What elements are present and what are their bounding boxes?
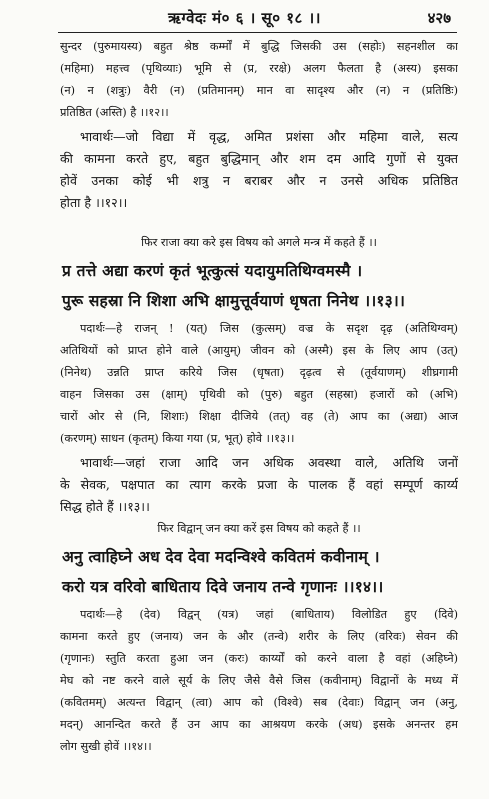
mantra-13-intro <box>60 232 458 254</box>
mantra-13 <box>62 256 460 316</box>
mantra-line: करो यत्र वरिवो बाधिताय दिवे जनाय तन्वे गृणानः ।।१४।। <box>62 577 384 596</box>
intro-line: फिर राजा क्या करे इस विषय को अगले मन्त्र में कहते हैं ।। <box>141 236 377 249</box>
text-line: होता है ।।१२।। <box>60 195 128 210</box>
text-line: के सेवक, पक्षपात का त्याग करके प्रजा के पालक हैं वहां सम्पूर्ण कार्य्य <box>60 477 458 492</box>
text-line: (न) न (शत्रुः) वैरी (न) (प्रतिमानम्) मान वा सादृश्य और (न) न (प्रतिष्ठिः) <box>60 84 458 97</box>
text-line: प्रतिष्ठित (अस्ति) है ।।१२।। <box>60 106 169 119</box>
text-line: (करणम्) साधन (कृतम्) किया गया (प्र, भूत्) होवे ।।१३।। <box>60 432 295 445</box>
header-rule <box>58 32 457 33</box>
text-line: (गृणानः) स्तुति करता हुआ जन (करः) कार्य्यों को करने वाला है वहां (अहिघ्ने) <box>60 652 458 665</box>
text-line: (निनेथ) उन्नति प्राप्त करिये जिस (धृषता) दृढ़त्व से (तूर्वयाणम्) शीघ्रगामी <box>60 366 458 379</box>
padartha-13 <box>60 318 458 450</box>
text-line: पदार्थः—हे राजन् ! (यत्) जिस (कुत्सम्) वज्र के सदृश दृढ़ (अतिथिग्वम्) <box>80 322 458 335</box>
text-line: मदन्) आनन्दित करते हैं उन आप का आश्रयण करके (अध) इसके अनन्तर हम <box>60 718 458 731</box>
mantra-line: पुरू सहस्रा नि शिशा अभि क्षामुत्तूर्वयाणं धृषता निनेथ ।।१३।। <box>62 291 406 310</box>
text-line: की कामना करते हुए, बहुत बुद्धिमान् और शम दम आदि गुणों से युक्त <box>60 151 458 166</box>
text-line: पदार्थः—हे (देव) विद्वन् (यत्र) जहां (बाधिताय) विलोडित हुए (दिवे) <box>80 608 458 621</box>
text-line: कामना करते हुए (जनाय) जन के और (तन्वे) शरीर के लिए (वरिवः) सेवन की <box>60 630 458 643</box>
text-line: सिद्ध होते हैं ।।१३।। <box>60 499 150 514</box>
page-header <box>0 6 489 34</box>
mantra-14 <box>62 542 460 602</box>
padartha-continuation <box>60 36 458 124</box>
text-line: लोग सुखी होवें ।।१४।। <box>60 740 152 753</box>
running-title: ऋग्वेदः मं० ६ । सू० १८ ।। <box>168 9 321 27</box>
text-line: अतिथियों को प्राप्त होने वाले (आयुम्) जीवन को (अस्मै) इस के लिए आप (उत्) <box>60 344 458 357</box>
bhavartha-13 <box>60 452 458 518</box>
mantra-14-intro <box>60 518 458 540</box>
text-line: (कवितमम्) अत्यन्त विद्वान् (त्वा) आप को (विश्वे) सब (देवाः) विद्वान् जन (अनु, <box>60 696 458 709</box>
text-line: भावार्थः—जो विद्या में वृद्ध, अमित प्रशंसा और महिमा वाले, सत्य <box>80 129 458 144</box>
text-line: सुन्दर (पुरुमायस्य) बहुत श्रेष्ठ कर्म्मों में बुद्धि जिसकी उस (सहोः) सहनशील का <box>60 40 458 53</box>
text-line: (महिमा) महत्त्व (पृथिव्याः) भूमि से (प्र, ररक्षे) अलग फैलता है (अस्य) इसका <box>60 62 458 75</box>
bhavartha-12 <box>60 126 458 214</box>
intro-line: फिर विद्वान् जन क्या करें इस विषय को कहते हैं ।। <box>157 522 361 535</box>
mantra-line: अनु त्वाहिघ्ने अध देव देवा मदन्विश्वे कवितमं कवीनाम् । <box>62 547 380 566</box>
page-number: ४२७ <box>427 9 451 27</box>
text-line: चारों ओर से (नि, शिशाः) शिक्षा दीजिये (तत्) वह (ते) आप का (अद्या) आज <box>60 410 458 423</box>
text-line: भावार्थः—जहां राजा आदि जन अधिक अवस्था वाले, अतिथि जनों <box>80 455 458 470</box>
text-line: होवें उनका कोई भी शत्रु न बराबर और न उनसे अधिक प्रतिष्ठित <box>60 173 458 188</box>
padartha-14 <box>60 604 458 758</box>
text-line: वाहन जिसका उस (क्षाम्) पृथिवी को (पुरु) बहुत (सहस्रा) हजारों को (अभि) <box>60 388 458 401</box>
text-line: मेघ को नष्ट करने वाले सूर्य के लिए जैसे वैसे जिस (कवीनाम्) विद्वानों के मध्य में <box>60 674 458 687</box>
mantra-line: प्र तत्ते अद्या करणं कृतं भूत्कुत्सं यदायुमतिथिग्वमस्मै । <box>62 261 363 280</box>
